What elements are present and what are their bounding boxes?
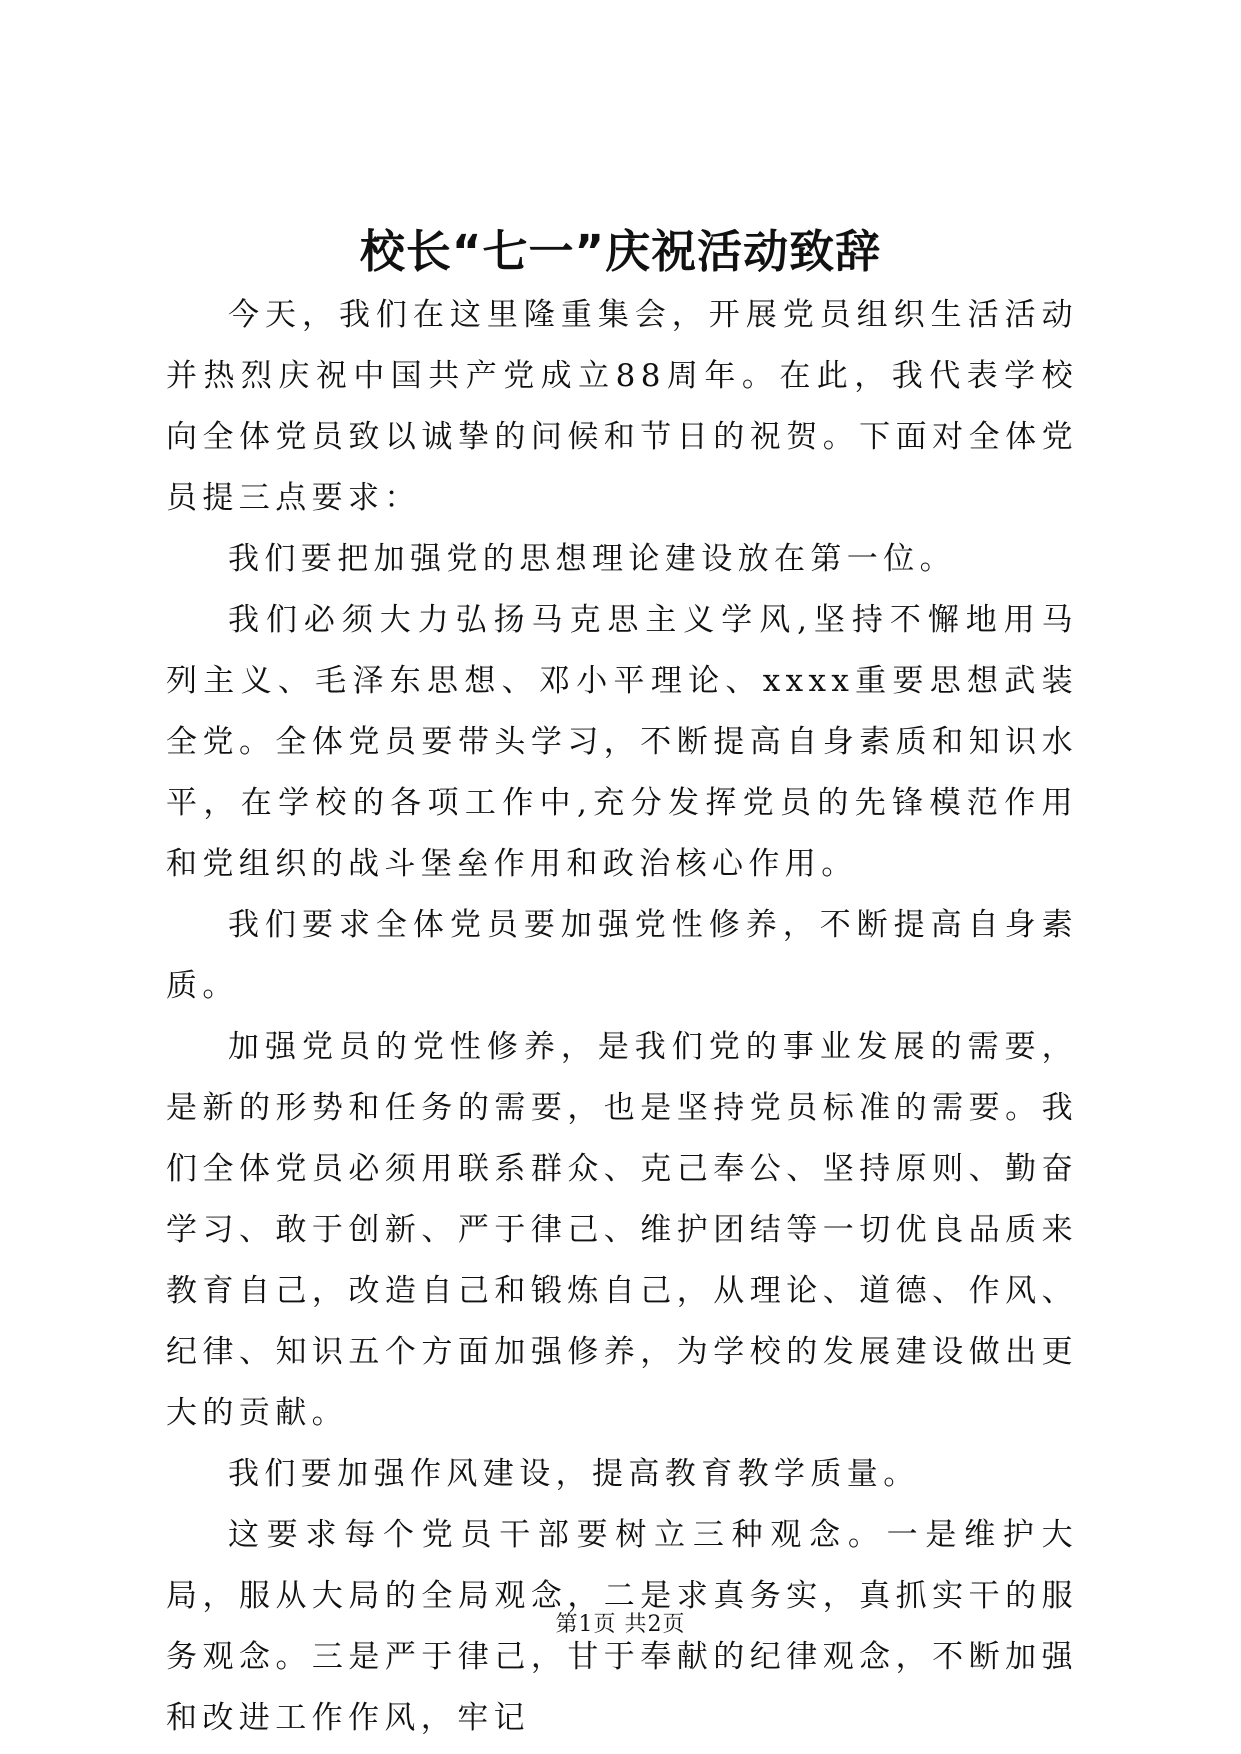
paragraph-point-one-heading: 我们要把加强党的思想理论建设放在第一位。 [228,541,956,577]
paragraph-greeting: 今天，我们在这里隆重集会，开展党员组织生活活动并热烈庆祝中国共产党成立88周年。在此，我代表学校向全体党员致以诚挚的问候和节日的祝贺。下面对全体党员提三点要求： [166,297,1078,516]
paragraph-point-two-body: 加强党员的党性修养，是我们党的事业发展的需要，是新的形势和任务的需要，也是坚持党员标准的需要。我们全体党员必须用联系群众、克己奉公、坚持原则、勤奋学习、敢于创新、严于律己、维护团结等一切优良品质来教育自己，改造自己和锻炼自己，从理论、道德、作风、纪律、知识五个方面加强修养，为学校的发展建设做出更大的贡献。 [166,1029,1078,1431]
paragraph-point-two-heading: 我们要求全体党员要加强党性修养，不断提高自身素质。 [166,907,1078,1004]
document-title: 校长“七一”庆祝活动致辞 [359,225,882,278]
page-number-footer: 第1页 共2页 [555,1612,686,1637]
paragraph-point-one-body: 我们必须大力弘扬马克思主义学风,坚持不懈地用马列主义、毛泽东思想、邓小平理论、xxxx重要思想武装全党。全体党员要带头学习，不断提高自身素质和知识水平，在学校的各项工作中,充分发挥党员的先锋模范作用和党组织的战斗堡垒作用和政治核心作用。 [166,602,1078,882]
document-body [166,285,1078,1749]
paragraph-point-three-body: 这要求每个党员干部要树立三种观念。一是维护大局，服从大局的全局观念，二是求真务实，真抓实干的服务观念。三是严于律己，甘于奉献的纪律观念，不断加强和改进工作作风，牢记 [166,1517,1078,1736]
paragraph-point-three-heading: 我们要加强作风建设，提高教育教学质量。 [228,1456,920,1492]
